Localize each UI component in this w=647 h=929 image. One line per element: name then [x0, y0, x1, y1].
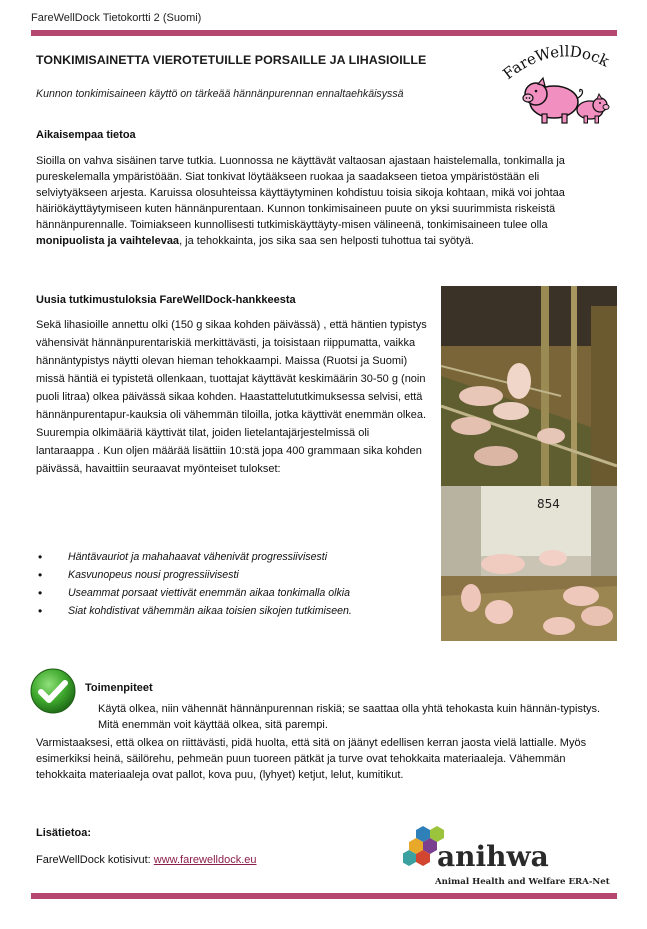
list-item: • Kasvunopeus nousi progressiivisesti	[36, 566, 436, 584]
checkmark-icon	[28, 666, 78, 716]
section-text-background: Sioilla on vahva sisäinen tarve tutkia. Luonnossa ne käyttävät valtaosan ajastaan haistelemalla, tonkimalla ja pureskelemalla ympäristöään. Siat tonkivat löytääkseen ruokaa ja saadakseen tietoa ympäristöstään eli selviytyäkseen arjesta. Karuissa olosuhteissa käyttäytyminen kohdistuu toisia sikoja kohtaan, mikä voi johtaa häiriökäyttäytymiseen kuten hännänpurentaan. Kunnon tonkimisaineen puute on yksi suurimmista riskeistä hännänpurennalle. Toimiakseen kunnollisesti tutkimiskäyttäyty-misen välineenä, tonkimisaineen tulee olla monipuolista ja vaihtelevaa, ja tehokkainta, jos sika saa sen helposti tuhottua tai syötyä.	[36, 155, 565, 247]
section-text-actions-2: Varmistaaksesi, että olkea on riittävästi, pidä huolta, että sitä on jäänyt edellisen kerran jaosta vielä lattialle. Myös esimerkiksi heinä, säilörehu, pehmeän puun tuoreen pätkät ja turve ovat tehokkaita materiaaleja. Vähemmän tehokkaita materiaaleja ovat pallot, kova puu, (lyhyet) ketjut, lelut, kumitikut.	[36, 737, 587, 781]
section-text-research: Sekä lihasioille annettu olki (150 g sikaa kohden päivässä) , että häntien typistys vähensivät hännänpurentariskiä merkittävästi, ja toisistaan riippumatta, vaikka hännäntypistys näytti olevan hieman tehokkaampi. Maissa (Ruotsi ja Suomi) missä häntiä ei typistetä ollenkaan, tuottajat käyttävät keskimäärin 30-50 g (noin puoli litraa) olkea päivässä sikaa kohden. Haastattelututkimuksessa selvisi, että hännänpurentapur-kauksia oli vähemmän tiloilla, jotka käyttivät enemmän olkea. Suurempia olkimääriä käyttivät tilat, joiden lietelantajärjestelmissä oli lantaraappa . Kun oljen määrää lisättiin 10:stä jopa 400 grammaan sika kohden päivässä, havaittiin seuraavat myönteiset tulokset:	[36, 319, 427, 475]
results-list	[36, 548, 436, 620]
emphasis-text: monipuolista ja vaihtelevaa	[36, 235, 180, 247]
pig-pen-photo-1	[441, 286, 617, 488]
section-heading-background: Aikaisempaa tietoa	[36, 129, 136, 141]
anihwa-tagline: Animal Health and Welfare ERA-Net	[435, 877, 610, 887]
anihwa-logo	[403, 822, 617, 892]
homepage-link[interactable]: www.farewelldock.eu	[153, 854, 257, 866]
homepage-line	[36, 854, 257, 866]
top-divider	[31, 30, 617, 36]
page-title: TONKIMISAINETTA VIEROTETUILLE PORSAILLE JA LIHASIOILLE	[36, 53, 427, 67]
pig-pen-photo-2	[441, 486, 617, 641]
logo-text: FareWellDock	[499, 42, 612, 84]
bottom-divider	[31, 893, 617, 899]
page-subtitle: Kunnon tonkimisaineen käyttö on tärkeää hännänpurennan ennaltaehkäisyssä	[36, 88, 404, 100]
section-heading-actions: Toimenpiteet	[85, 682, 153, 694]
farewelldock-pig-logo	[496, 38, 616, 130]
pen-number: 854	[537, 497, 560, 511]
section-heading-more-info: Lisätietoa:	[36, 827, 92, 839]
section-text-actions-1: Käytä olkea, niin vähennät hännänpurennan riskiä; se saattaa olla yhtä tehokasta kuin hännän-typistys. Mitä enemmän voit käyttää olkea, sitä parempi.	[98, 703, 601, 731]
section-heading-research: Uusia tutkimustuloksia FareWellDock-hankkeesta	[36, 294, 296, 306]
homepage-label: FareWellDock kotisivut:	[36, 854, 154, 866]
anihwa-name: anihwa	[437, 840, 549, 873]
list-item: • Häntävauriot ja mahahaavat vähenivät progressiivisesti	[36, 548, 436, 566]
svg-text:FareWellDock	[499, 42, 612, 83]
header-label: FareWellDock Tietokortti 2 (Suomi)	[31, 12, 202, 24]
list-item: • Useammat porsaat viettivät enemmän aikaa tonkimalla olkia	[36, 584, 436, 602]
list-item: • Siat kohdistivat vähemmän aikaa toisien sikojen tutkimiseen.	[36, 602, 436, 620]
